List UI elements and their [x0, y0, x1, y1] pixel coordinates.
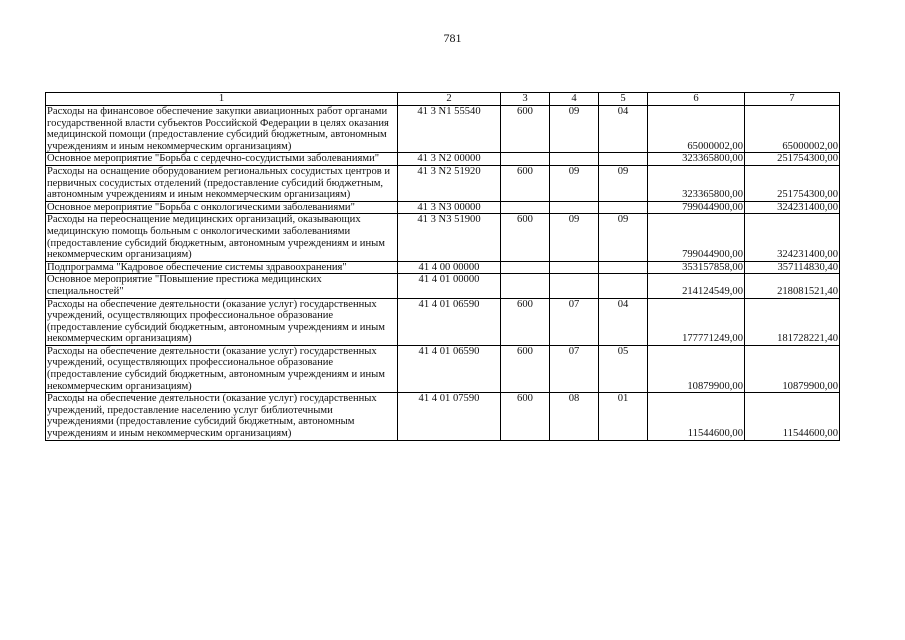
description-cell: Подпрограмма "Кадровое обеспечение системы здравоохранения"	[46, 261, 398, 274]
header-cell: 1	[46, 93, 398, 106]
category-cell: 600	[501, 214, 550, 261]
header-cell: 7	[745, 93, 840, 106]
amount-cell: 65000002,00	[745, 106, 840, 153]
table-row	[46, 153, 840, 166]
subsection-cell: 09	[599, 165, 648, 201]
category-cell	[501, 261, 550, 274]
code-cell: 41 3 N2 00000	[398, 153, 501, 166]
category-cell	[501, 201, 550, 214]
amount-cell: 251754300,00	[745, 165, 840, 201]
section-cell	[550, 201, 599, 214]
subsection-cell	[599, 201, 648, 214]
code-cell: 41 3 N3 00000	[398, 201, 501, 214]
amount-cell: 10879900,00	[648, 345, 745, 392]
code-cell: 41 4 01 06590	[398, 298, 501, 345]
description-cell: Расходы на обеспечение деятельности (оказание услуг) государственных учреждений, предоставление населению услуг библиотечными учреждениями (предоставление субсидий бюджетным, автономным учреждениям и иным некоммерческим организациям)	[46, 393, 398, 440]
subsection-cell: 01	[599, 393, 648, 440]
category-cell: 600	[501, 345, 550, 392]
amount-cell: 214124549,00	[648, 274, 745, 298]
header-row	[46, 93, 840, 106]
category-cell: 600	[501, 106, 550, 153]
category-cell	[501, 153, 550, 166]
header-cell: 4	[550, 93, 599, 106]
amount-cell: 799044900,00	[648, 214, 745, 261]
table-row	[46, 106, 840, 153]
subsection-cell: 04	[599, 298, 648, 345]
subsection-cell	[599, 274, 648, 298]
amount-cell: 357114830,40	[745, 261, 840, 274]
code-cell: 41 4 01 00000	[398, 274, 501, 298]
description-cell: Основное мероприятие "Повышение престижа медицинских специальностей"	[46, 274, 398, 298]
section-cell: 07	[550, 345, 599, 392]
section-cell: 07	[550, 298, 599, 345]
table-row	[46, 261, 840, 274]
description-cell: Расходы на оснащение оборудованием региональных сосудистых центров и первичных сосудистых отделений (предоставление субсидий бюджетным, автономным учреждениям и иным некоммерческим организациям)	[46, 165, 398, 201]
subsection-cell: 09	[599, 214, 648, 261]
table-row	[46, 165, 840, 201]
description-cell: Основное мероприятие "Борьба с сердечно-сосудистыми заболеваниями"	[46, 153, 398, 166]
section-cell: 09	[550, 214, 599, 261]
table-row	[46, 298, 840, 345]
subsection-cell: 05	[599, 345, 648, 392]
section-cell	[550, 274, 599, 298]
section-cell: 09	[550, 106, 599, 153]
amount-cell: 799044900,00	[648, 201, 745, 214]
section-cell	[550, 153, 599, 166]
amount-cell: 353157858,00	[648, 261, 745, 274]
header-cell: 6	[648, 93, 745, 106]
page-number: 781	[443, 31, 462, 45]
header-cell: 3	[501, 93, 550, 106]
amount-cell: 324231400,00	[745, 214, 840, 261]
code-cell: 41 4 01 07590	[398, 393, 501, 440]
table-row	[46, 201, 840, 214]
category-cell	[501, 274, 550, 298]
amount-cell: 11544600,00	[648, 393, 745, 440]
amount-cell: 324231400,00	[745, 201, 840, 214]
table-row	[46, 393, 840, 440]
category-cell: 600	[501, 393, 550, 440]
section-cell: 09	[550, 165, 599, 201]
code-cell: 41 3 N2 51920	[398, 165, 501, 201]
amount-cell: 251754300,00	[745, 153, 840, 166]
amount-cell: 323365800,00	[648, 165, 745, 201]
code-cell: 41 3 N1 55540	[398, 106, 501, 153]
amount-cell: 181728221,40	[745, 298, 840, 345]
table-row	[46, 345, 840, 392]
amount-cell: 11544600,00	[745, 393, 840, 440]
description-cell: Расходы на переоснащение медицинских организаций, оказывающих медицинскую помощь больным с онкологическими заболеваниями (предоставление субсидий бюджетным, автономным учреждениям и иным некоммерческим организациям)	[46, 214, 398, 261]
table-row	[46, 214, 840, 261]
header-cell: 5	[599, 93, 648, 106]
category-cell: 600	[501, 298, 550, 345]
description-cell: Расходы на финансовое обеспечение закупки авиационных работ органами государственной власти субъектов Российской Федерации в целях оказания медицинской помощи (предоставление субсидий бюджетным, автономным учреждениям и иным некоммерческим организациям)	[46, 106, 398, 153]
subsection-cell: 04	[599, 106, 648, 153]
amount-cell: 323365800,00	[648, 153, 745, 166]
description-cell: Расходы на обеспечение деятельности (оказание услуг) государственных учреждений, осуществляющих профессиональное образование (предоставление субсидий бюджетным, автономным учреждениям и иным некоммерческим организациям)	[46, 298, 398, 345]
code-cell: 41 4 00 00000	[398, 261, 501, 274]
header-cell: 2	[398, 93, 501, 106]
description-cell: Основное мероприятие "Борьба с онкологическими заболеваниями"	[46, 201, 398, 214]
subsection-cell	[599, 261, 648, 274]
table-row	[46, 274, 840, 298]
budget-table	[45, 92, 840, 441]
section-cell	[550, 261, 599, 274]
amount-cell: 218081521,40	[745, 274, 840, 298]
section-cell: 08	[550, 393, 599, 440]
category-cell: 600	[501, 165, 550, 201]
amount-cell: 10879900,00	[745, 345, 840, 392]
amount-cell: 177771249,00	[648, 298, 745, 345]
subsection-cell	[599, 153, 648, 166]
code-cell: 41 3 N3 51900	[398, 214, 501, 261]
description-cell: Расходы на обеспечение деятельности (оказание услуг) государственных учреждений, осуществляющих профессиональное образование (предоставление субсидий бюджетным, автономным учреждениям и иным некоммерческим организациям)	[46, 345, 398, 392]
code-cell: 41 4 01 06590	[398, 345, 501, 392]
amount-cell: 65000002,00	[648, 106, 745, 153]
